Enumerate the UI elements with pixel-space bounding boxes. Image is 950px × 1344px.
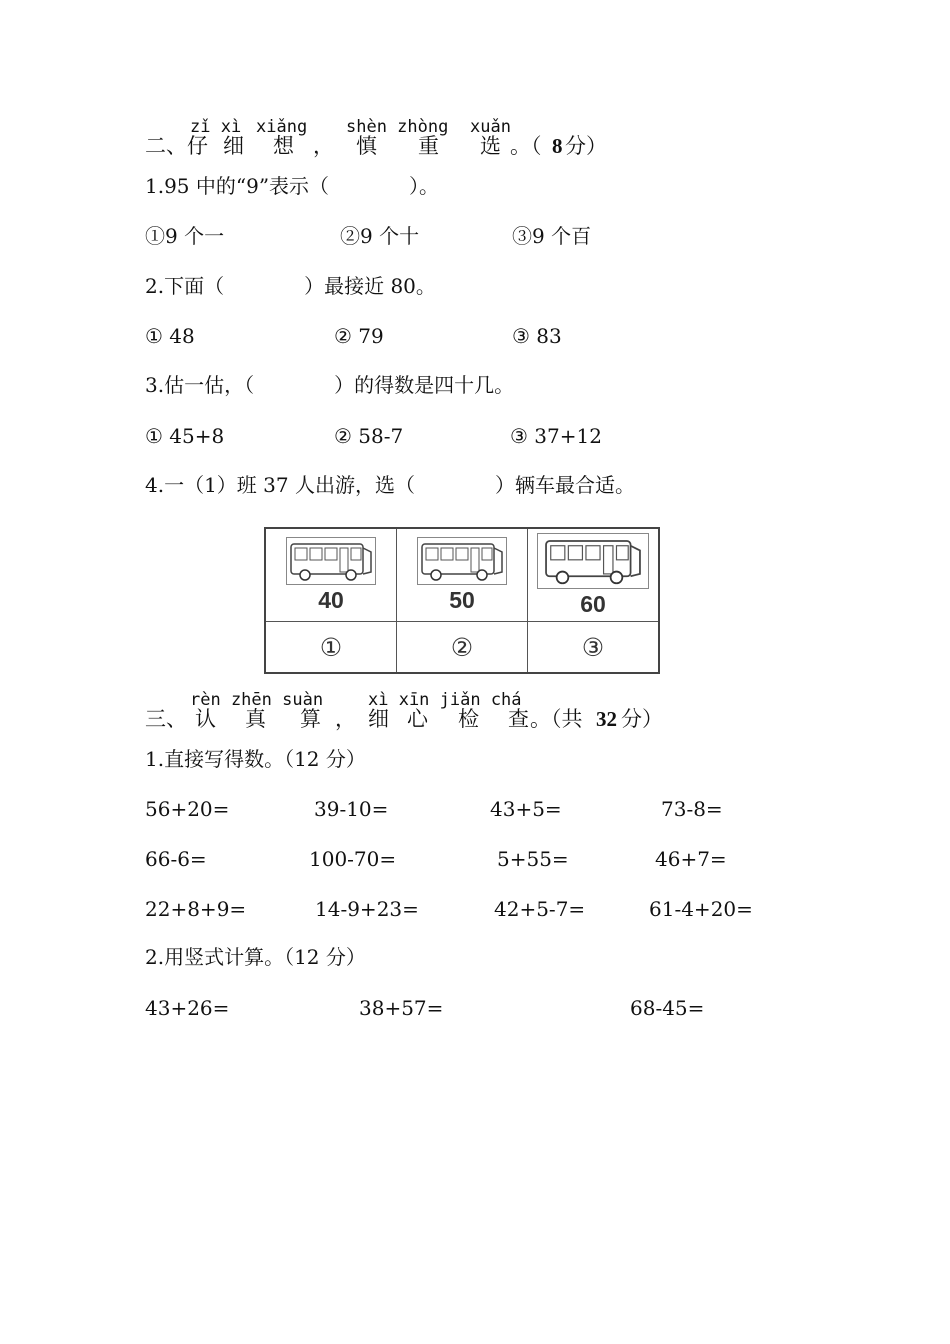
- section3-points: 32: [596, 707, 617, 731]
- title-char: 细: [223, 134, 244, 158]
- title-char: 想: [273, 134, 294, 158]
- q1-option-3: ③9 个百: [512, 224, 592, 248]
- question-2: 2.下面（ ）最接近 80。: [145, 274, 436, 298]
- section2-pinyin-3: shèn zhòng: [346, 117, 449, 137]
- title-char: 。（共: [530, 707, 583, 731]
- calc-item: 61-4+20=: [649, 897, 753, 921]
- section3-pinyin-1: rèn zhēn suàn: [190, 690, 324, 710]
- calc-item: 42+5-7=: [494, 897, 586, 921]
- calc-item: 73-8=: [661, 797, 723, 821]
- title-char: 二、仔: [145, 134, 208, 158]
- q1-option-1: ①9 个一: [145, 224, 225, 248]
- title-char: ，: [313, 134, 334, 158]
- q2-option-1: ① 48: [145, 324, 195, 348]
- bus-icon: [537, 533, 649, 589]
- section2-pinyin-1: zǐ xì: [190, 117, 242, 137]
- bus-capacity: 50: [449, 587, 475, 613]
- question-3: 3.估一估，（ ）的得数是四十几。: [145, 373, 515, 397]
- title-char: 分）: [565, 134, 607, 158]
- q2-option-3: ③ 83: [512, 324, 562, 348]
- title-char: 认: [195, 707, 216, 731]
- bus-choice: ②: [450, 632, 474, 662]
- calc-item: 5+55=: [497, 847, 569, 871]
- title-char: 心: [407, 707, 428, 731]
- section2-pinyin-4: xuǎn: [470, 117, 511, 137]
- q3-option-3: ③ 37+12: [510, 424, 602, 448]
- q2-option-2: ② 79: [334, 324, 384, 348]
- title-char: 查: [508, 707, 529, 731]
- title-char: 慎: [356, 134, 377, 158]
- q3-option-2: ② 58-7: [334, 424, 404, 448]
- title-char: 检: [458, 707, 479, 731]
- vertical-calc-item: 43+26=: [145, 996, 230, 1020]
- vertical-calc-item: 38+57=: [359, 996, 444, 1020]
- calc-item: 100-70=: [309, 847, 397, 871]
- calc-item: 39-10=: [314, 797, 389, 821]
- calc-item: 43+5=: [490, 797, 562, 821]
- title-char: 分）: [621, 707, 663, 731]
- question-4: 4.一（1）班 37 人出游，选（ ）辆车最合适。: [145, 473, 635, 497]
- title-char: 细: [368, 707, 389, 731]
- title-char: 算: [300, 707, 321, 731]
- title-char: 真: [245, 707, 266, 731]
- bus-cell-3: [528, 528, 660, 622]
- title-char: 重: [418, 134, 439, 158]
- bus-cell-1: [265, 528, 397, 622]
- vertical-calc-item: 68-45=: [630, 996, 705, 1020]
- title-char: ，: [335, 707, 356, 731]
- section2-points: 8: [552, 134, 563, 158]
- bus-options-table: [264, 527, 660, 674]
- title-char: 选: [480, 134, 501, 158]
- bus-choice-cell-1: [265, 622, 397, 674]
- title-char: 。（: [510, 134, 542, 158]
- title-char: 三、: [145, 707, 187, 731]
- calc-item: 66-6=: [145, 847, 207, 871]
- section2-pinyin-2: xiǎng: [256, 117, 308, 137]
- q1-option-2: ②9 个十: [340, 224, 420, 248]
- bus-choice-cell-3: [528, 622, 660, 674]
- q3-option-1: ① 45+8: [145, 424, 225, 448]
- bus-icon: [417, 537, 507, 585]
- bus-icon: [286, 537, 376, 585]
- calc-item: 22+8+9=: [145, 897, 247, 921]
- part2-title: 2.用竖式计算。（12 分）: [145, 945, 366, 969]
- bus-capacity: 60: [580, 591, 606, 617]
- calc-item: 14-9+23=: [315, 897, 419, 921]
- bus-choice: ①: [319, 632, 343, 662]
- bus-cell-2: [397, 528, 528, 622]
- calc-item: 46+7=: [655, 847, 727, 871]
- section3-pinyin-2: xì xīn jiǎn chá: [368, 690, 522, 710]
- bus-capacity: 40: [318, 587, 344, 613]
- calc-item: 56+20=: [145, 797, 230, 821]
- part1-title: 1.直接写得数。（12 分）: [145, 747, 366, 771]
- bus-choice: ③: [581, 632, 605, 662]
- question-1: 1.95 中的“9”表示（ ）。: [145, 174, 440, 198]
- bus-choice-cell-2: [397, 622, 528, 674]
